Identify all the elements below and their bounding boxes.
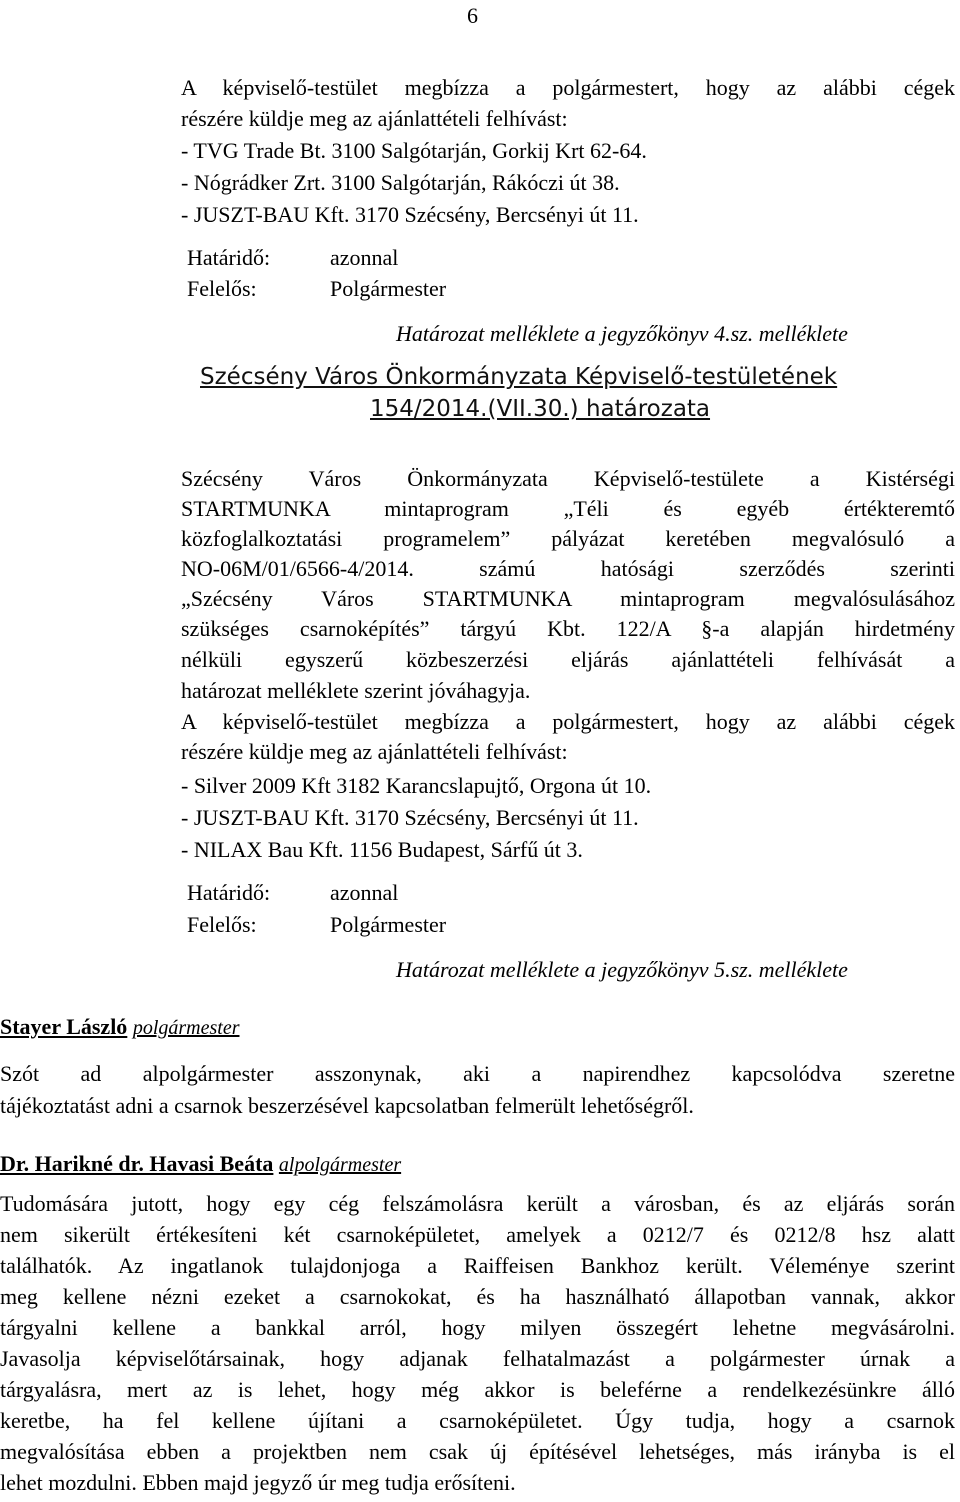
block1-line-0: A képviselő-testület megbízza a polgármestert, hogy az alábbi cégek <box>181 75 955 100</box>
responsible-label-2: Felelős: <box>187 912 257 937</box>
speaker2-heading <box>0 1150 401 1179</box>
resolution-line-9: részére küldje meg az ajánlattételi felhívást: <box>181 739 568 764</box>
resolution-line-1: STARTMUNKA mintaprogram „Téli és egyéb értékteremtő <box>181 496 955 521</box>
responsible-value: Polgármester <box>330 276 447 301</box>
speaker-name: Stayer László <box>0 1014 128 1039</box>
speaker2-line-1: nem sikerült értékesíteni két csarnoképületet, amelyek a 0212/7 és 0212/8 hsz alatt <box>0 1222 955 1247</box>
deadline-label: Határidő: <box>187 245 271 270</box>
responsible-label: Felelős: <box>187 276 257 301</box>
deadline-value-2: azonnal <box>330 880 399 905</box>
resolution-line-10: - Silver 2009 Kft 3182 Karancslapujtő, Orgona út 10. <box>181 773 652 798</box>
speaker2-role: alpolgármester <box>278 1154 402 1176</box>
resolution-line-0: Szécsény Város Önkormányzata Képviselő-testülete a Kistérségi <box>181 466 955 491</box>
speaker2-line-8: megvalósítása ebben a projektben nem csak új építésével lehetséges, más irányba is el <box>0 1439 955 1464</box>
speaker2-line-6: tárgyalásra, mert az is lehet, hogy még akkor is beleférne a rendelkezésünkre álló <box>0 1377 955 1402</box>
speaker2-name: Dr. Harikné dr. Havasi Beáta <box>0 1151 274 1176</box>
speaker-heading <box>0 1013 239 1042</box>
speaker1-line-1: tájékoztatást adni a csarnok beszerzésével kapcsolatban felmerült lehetőségről. <box>0 1093 694 1118</box>
speaker2-line-7: keretbe, ha fel kellene újítani a csarnoképületet. Úgy tudja, hogy a csarnok <box>0 1408 955 1433</box>
block1-line-1: részére küldje meg az ajánlattételi felhívást: <box>181 106 568 131</box>
resolution-title-line2: 154/2014.(VII.30.) határozata <box>370 396 711 422</box>
speaker2-line-5: Javasolja képviselőtársainak, hogy adjanak felhatalmazást a polgármester úrnak a <box>0 1346 955 1371</box>
deadline-value: azonnal <box>330 245 399 270</box>
resolution-line-5: szükséges csarnoképítés” tárgyú Kbt. 122/A §-a alapján hirdetmény <box>181 616 955 641</box>
responsible-value-2: Polgármester <box>330 912 447 937</box>
speaker2-line-4: tárgyalni kellene a bankkal arról, hogy milyen összegért lehetne megvásárolni. <box>0 1315 955 1340</box>
speaker1-line-0: Szót ad alpolgármester asszonynak, aki a napirendhez kapcsolódva szeretne <box>0 1061 955 1086</box>
resolution-line-11: - JUSZT-BAU Kft. 3170 Szécsény, Bercsényi út 11. <box>181 805 639 830</box>
page-number: 6 <box>467 3 478 28</box>
resolution-line-12: - NILAX Bau Kft. 1156 Budapest, Sárfű út 3. <box>181 837 583 862</box>
attachment-note-2: Határozat melléklete a jegyzőkönyv 5.sz. melléklete <box>396 957 848 982</box>
speaker2-line-9: lehet mozdulni. Ebben majd jegyző úr meg tudja erősíteni. <box>0 1470 516 1495</box>
resolution-line-4: „Szécsény Város STARTMUNKA mintaprogram megvalósulásához <box>181 586 955 611</box>
deadline-label-2: Határidő: <box>187 880 271 905</box>
speaker2-line-3: meg kellene nézni ezeket a csarnokokat, és ha használható állapotban vannak, akkor <box>0 1284 955 1309</box>
resolution-line-8: A képviselő-testület megbízza a polgármestert, hogy az alábbi cégek <box>181 709 955 734</box>
resolution-title-line1: Szécsény Város Önkormányzata Képviselő-testületének <box>200 364 838 390</box>
resolution-line-2: közfoglalkoztatási programelem” pályázat keretében megvalósuló a <box>181 526 955 551</box>
speaker2-line-2: találhatók. Az ingatlanok tulajdonjoga a Raiffeisen Bankhoz került. Véleménye szerint <box>0 1253 955 1278</box>
block1-line-2: - TVG Trade Bt. 3100 Salgótarján, Gorkij Krt 62-64. <box>181 138 647 163</box>
block1-line-4: - JUSZT-BAU Kft. 3170 Szécsény, Bercsényi út 11. <box>181 202 639 227</box>
resolution-line-7: határozat melléklete szerint jóváhagyja. <box>181 678 531 703</box>
block1-line-3: - Nógrádker Zrt. 3100 Salgótarján, Rákóczi út 38. <box>181 170 620 195</box>
resolution-line-3: NO-06M/01/6566-4/2014. számú hatósági szerződés szerinti <box>181 556 955 581</box>
resolution-line-6: nélküli egyszerű közbeszerzési eljárás ajánlattételi felhívását a <box>181 647 955 672</box>
attachment-note: Határozat melléklete a jegyzőkönyv 4.sz. melléklete <box>396 321 848 346</box>
speaker2-line-0: Tudomására jutott, hogy egy cég felszámolásra került a városban, és az eljárás során <box>0 1191 955 1216</box>
speaker-role: polgármester <box>132 1017 240 1039</box>
